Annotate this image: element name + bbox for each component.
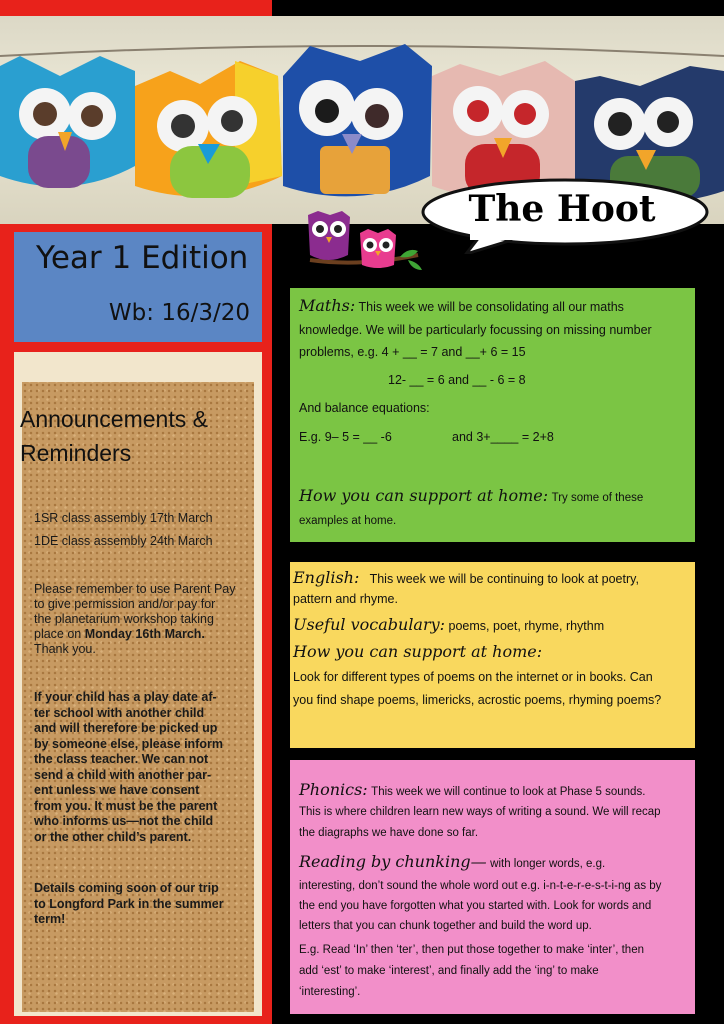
phonics-text: This is where children learn new ways of writing a sound. We will recap — [299, 806, 661, 818]
play-date-line: and will therefore be picked up — [34, 721, 218, 735]
maths-support-text: Try some of these — [551, 492, 644, 504]
english-support-text: you find shape poems, limericks, acrostic poems, rhyming poems? — [293, 693, 662, 707]
play-date-line: ter school with another child — [34, 705, 205, 720]
chunking-text: with longer words, e.g. — [490, 858, 606, 870]
english-text: This week we will be continuing to look at poetry, — [369, 572, 639, 586]
play-date-line: If your child has a play date af- — [34, 690, 217, 704]
maths-text: This week we will be consolidating all our maths — [358, 300, 624, 314]
parent-pay-line: to give permission and/or pay for — [34, 597, 216, 611]
maths-heading: Maths: — [299, 296, 356, 315]
english-support-heading: How you can support at home: — [293, 642, 543, 661]
parent-pay-line: the planetarium workshop taking — [34, 612, 214, 626]
chunking-example: ‘interesting’. — [299, 986, 361, 998]
english-intro — [293, 568, 639, 587]
maths-support — [299, 486, 643, 505]
parent-pay-text: place on — [34, 627, 85, 641]
edition-date: Wb: 16/3/20 — [108, 300, 250, 326]
maths-panel — [290, 288, 695, 542]
parent-pay-line: Thank you. — [34, 642, 96, 656]
chunking-text: interesting, don’t sound the whole word out e.g. i-n-t-e-r-e-s-t-i-ng as by — [299, 880, 662, 892]
play-date-line: ent unless we have consent — [34, 783, 200, 797]
trip-line: to Longford Park in the summer — [34, 896, 224, 911]
chunking-text: the end you have forgotten what you started with. Look for words and — [299, 900, 652, 912]
english-panel — [290, 562, 695, 748]
play-date-note — [34, 690, 252, 845]
announcements-title-line1: Announcements & — [20, 406, 208, 432]
play-date-line: from you. It must be the parent — [34, 798, 218, 813]
phonics-panel — [290, 760, 695, 1014]
edition-title: Year 1 Edition — [36, 240, 249, 276]
top-black-strip — [272, 0, 724, 16]
maths-support-heading: How you can support at home: — [299, 486, 549, 505]
play-date-line: or the other child’s parent. — [34, 829, 192, 844]
english-heading: English: — [293, 568, 360, 587]
maths-example: 12- __ = 6 and __ - 6 = 8 — [388, 373, 526, 387]
announcements-title — [20, 402, 250, 470]
page-title: The Hoot — [468, 188, 656, 230]
trip-line: Details coming soon of our trip — [34, 881, 219, 895]
parent-pay-line: Please remember to use Parent Pay — [34, 582, 236, 596]
parent-pay-line — [34, 627, 252, 642]
chunking-intro — [299, 852, 605, 871]
trip-line: term! — [34, 912, 66, 926]
maths-support-text: examples at home. — [299, 515, 397, 527]
english-vocab-heading: Useful vocabulary: — [293, 615, 446, 634]
trip-note — [34, 881, 252, 928]
english-vocab-text: poems, poet, rhyme, rhythm — [448, 619, 605, 633]
chunking-example: add ‘est’ to make ‘interest’, and finally add the ‘ing’ to make — [299, 965, 599, 977]
maths-example: and 3+____ = 2+8 — [452, 430, 554, 444]
maths-example: problems, e.g. 4 + __ = 7 and __+ 6 = 15 — [299, 345, 526, 359]
assembly-1sr: 1SR class assembly 17th March — [34, 511, 213, 525]
workshop-date: Monday 16th March. — [84, 627, 205, 641]
english-support-text: Look for different types of poems on the internet or in books. Can — [293, 670, 653, 684]
play-date-line: the class teacher. We can not — [34, 752, 209, 766]
maths-text: knowledge. We will be particularly focussing on missing number — [299, 323, 652, 337]
edition-box — [14, 232, 262, 342]
play-date-line: send a child with another par- — [34, 767, 212, 782]
play-date-line: by someone else, please inform — [34, 736, 223, 751]
chunking-heading: Reading by chunking— — [299, 852, 487, 871]
chunking-text: letters that you can chunk together and build the word up. — [299, 920, 592, 932]
announcements-title-line2: Reminders — [20, 440, 132, 466]
maths-example: E.g. 9– 5 = __ -6 — [299, 430, 392, 444]
two-owls-on-branch-icon — [300, 205, 430, 285]
phonics-text: the diagraphs we have done so far. — [299, 827, 479, 839]
phonics-heading: Phonics: — [299, 780, 368, 799]
parent-pay-note — [34, 582, 252, 657]
play-date-line: who informs us—not the child — [34, 814, 214, 828]
phonics-text: This week we will continue to look at Phase 5 sounds. — [371, 786, 646, 798]
english-text: pattern and rhyme. — [293, 592, 398, 606]
maths-intro — [299, 296, 624, 315]
chunking-example: E.g. Read ‘In’ then ‘ter’, then put those together to make ‘inter’, then — [299, 944, 644, 956]
english-vocab — [293, 615, 604, 634]
assembly-1de: 1DE class assembly 24th March — [34, 534, 213, 548]
phonics-intro — [299, 780, 645, 799]
maths-text: And balance equations: — [299, 401, 430, 415]
